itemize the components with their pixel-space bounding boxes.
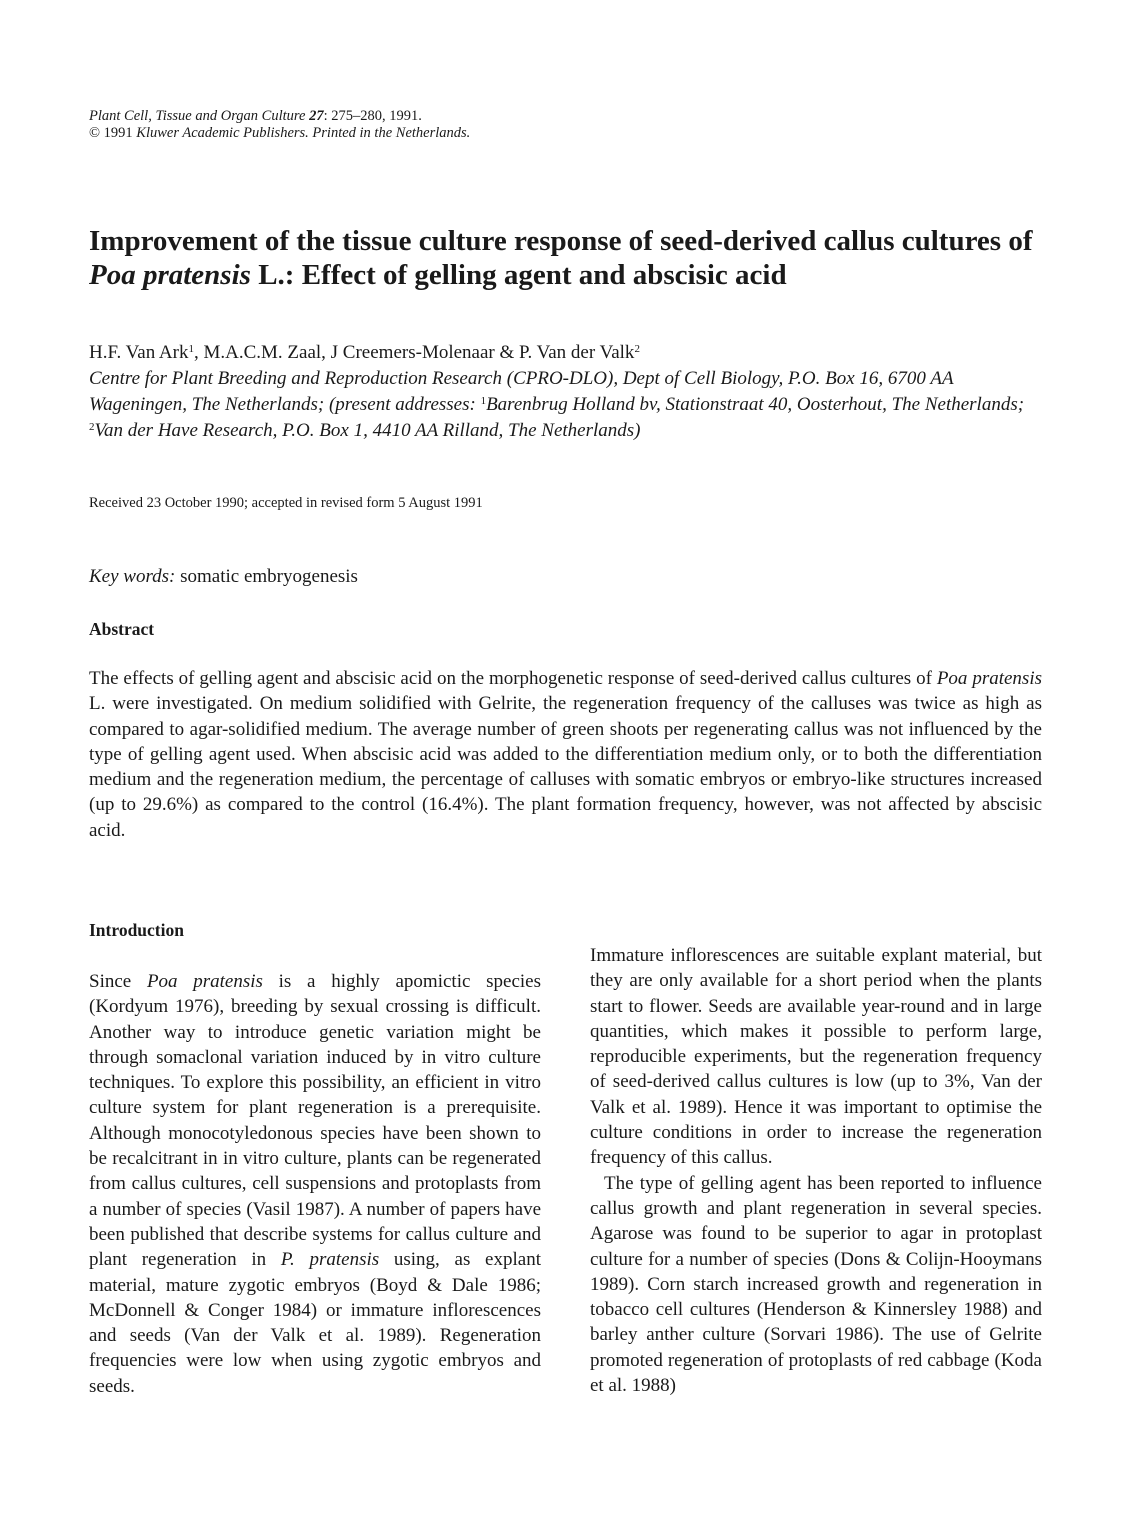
intro-paragraph-3: The type of gelling agent has been reported to influence callus growth and plant regeneration in several species. Agarose was found to be superior to agar in protoplast culture for a number of species (Dons & Colijn-Hooymans 1989). Corn starch increased growth and regeneration in tobacco cell cultures (Henderson & Kinnersley 1988) and barley anther culture (Sorvari 1986). The use of Gelrite promoted regeneration of protoplasts of red cabbage (Koda et al. 1988) <box>590 1172 1042 1397</box>
keywords-label: Key words: <box>89 566 176 587</box>
journal-copyright: © 1991 Kluwer Academic Publishers. Printed in the Netherlands. <box>89 125 471 141</box>
title-species: Poa pratensis <box>89 259 251 291</box>
introduction-right-column <box>590 943 1042 1398</box>
author-list: H.F. Van Ark$^1$, M.A.C.M. Zaal, J Creemers-Molenaar & P. Van der Valk$^2$ <box>89 342 640 363</box>
journal-volume: 27 <box>309 108 324 124</box>
affiliation: Centre for Plant Breeding and Reproduction Research (CPRO-DLO), Dept of Cell Biology, P.O. Box 16, 6700 AA Wageningen, The Netherlands; (present addresses: $^1$Barenbrug Holland bv, Stationstraat 40, Oosterhout, The Netherlands; $^2$Van der Have Research, P.O. Box 1, 4410 AA Rilland, The Netherlands) <box>89 368 1025 441</box>
intro-paragraph-2: Immature inflorescences are suitable explant material, but they are only available for a short period when the plants start to flower. Seeds are available year-round and in large quantities, which makes it possible to perform large, reproducible experiments, but the regeneration frequency of seed-derived callus cultures is low (up to 3%, Van der Valk et al. 1989). Hence it was important to optimise the culture conditions in order to increase the regeneration frequency of this callus. <box>590 945 1042 1169</box>
paper-title: Improvement of the tissue culture response of seed-derived callus cultures of Poa pratensis L.: Effect of gelling agent and abscisic acid <box>89 225 1033 291</box>
abstract-heading: Abstract <box>89 619 155 639</box>
journal-header <box>89 108 470 142</box>
abstract-text: The effects of gelling agent and abscisic acid on the morphogenetic response of seed-derived callus cultures of Poa pratensis L. were investigated. On medium solidified with Gelrite, the regeneration frequency of the calluses was twice as high as compared to agar-solidified medium. The average number of green shoots per regenerating callus was not influenced by the type of gelling agent used. When abscisic acid was added to the differentiation medium only, or to both the differentiation medium and the regeneration medium, the percentage of calluses with somatic embryos or embryo-like structures increased (up to 29.6%) as compared to the control (16.4%). The plant formation frequency, however, was not affected by abscisic acid. <box>89 668 1043 841</box>
introduction-left-column <box>89 969 541 1399</box>
journal-citation: Plant Cell, Tissue and Organ Culture 27: 275–280, 1991. <box>89 108 422 124</box>
introduction-heading: Introduction <box>89 920 184 940</box>
keywords <box>89 566 358 588</box>
intro-paragraph-1: Since Poa pratensis is a highly apomictic species (Kordyum 1976), breeding by sexual crossing is difficult. Another way to introduce genetic variation might be through somaclonal variation induced by in vitro culture techniques. To explore this possibility, an efficient in vitro culture system for plant regeneration is a prerequisite. Although monocotyledonous species have been shown to be recalcitrant in in vitro culture, plants can be regenerated from callus cultures, cell suspensions and protoplasts from a number of species (Vasil 1987). A number of papers have been published that describe systems for callus culture and plant regeneration in P. pratensis using, as explant material, mature zygotic embryos (Boyd & Dale 1986; McDonnell & Conger 1984) or immature inflorescences and seeds (Van der Valk et al. 1989). Regeneration frequencies were low when using zygotic embryos and seeds. <box>89 971 541 1397</box>
keywords-value: somatic embryogenesis <box>175 566 358 587</box>
received-dates: Received 23 October 1990; accepted in revised form 5 August 1991 <box>89 495 483 511</box>
